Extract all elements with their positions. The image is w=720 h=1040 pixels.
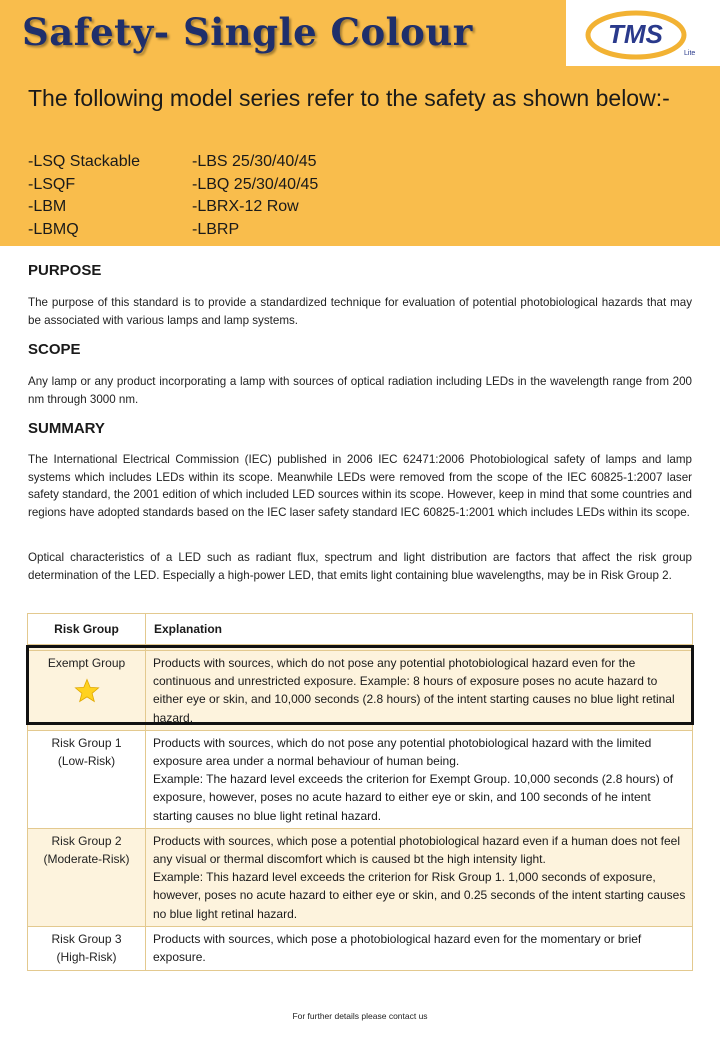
star-icon <box>74 678 100 704</box>
column-header-risk-group: Risk Group <box>28 614 146 645</box>
risk-group-label: Exempt Group <box>47 656 126 670</box>
explanation-cell: Products with sources, which do not pose any potential photobiological hazard even for the continuous and unrestricted exposure. Example: 8 hours of exposure poses no acute hazard to either eye or skin, and 10,000 seconds (2.8 hours) of the intent starting causes no blue light retinal hazard. <box>146 651 693 731</box>
footer-contact: For further details please contact us <box>292 1011 428 1021</box>
risk-group-cell <box>28 651 146 731</box>
risk-group-cell: Risk Group 3 (High-Risk) <box>28 926 146 970</box>
model-item: -LBS 25/30/40/45 <box>192 153 317 170</box>
model-item: -LSQF <box>28 175 76 193</box>
logo-text: TMS <box>608 19 663 49</box>
explanation-cell: Products with sources, which pose a photobiological hazard even for the momentary or brief exposure. <box>146 926 693 970</box>
model-item: -LBRP <box>192 220 240 238</box>
explanation-line: Example: This hazard level exceeds the criterion for Risk Group 1. 1,000 seconds of exposure, however, poses no acute hazard to either eye or skin, and 0.25 seconds of the intent starting causes no blue light retinal hazard. <box>153 870 686 921</box>
explanation-cell <box>146 730 693 828</box>
explanation-line: Example: The hazard level exceeds the criterion for Exempt Group. 10,000 seconds (2.8 hours) of exposure, however, poses no acute hazard to either eye or skin, and 100 seconds of he intent starting causes no blue light retinal hazard. <box>153 772 674 823</box>
header-banner <box>0 0 720 246</box>
model-item: -LBQ 25/30/40/45 <box>192 175 319 193</box>
table-row <box>28 651 693 731</box>
scope-heading: SCOPE <box>28 341 81 358</box>
explanation-cell <box>146 828 693 926</box>
risk-group-table <box>27 613 693 971</box>
model-item: -LBRX-12 Row <box>192 198 299 215</box>
model-item: -LBM <box>28 198 67 215</box>
purpose-text: The purpose of this standard is to provide a standardized technique for evaluation of potential photobiological hazards that may be associated with various lamps and lamp systems. <box>28 296 692 327</box>
company-logo <box>566 0 720 66</box>
intro-text: The following model series refer to the safety as shown below:- <box>28 85 670 111</box>
table-row <box>28 730 693 828</box>
risk-group-cell: Risk Group 1 (Low-Risk) <box>28 730 146 828</box>
logo-icon <box>580 5 700 63</box>
table-header-row <box>28 614 693 645</box>
scope-text: Any lamp or any product incorporating a lamp with sources of optical radiation including LEDs in the wavelength range from 200 nm through 3000 nm. <box>28 375 692 406</box>
page-title: Safety- Single Colour <box>22 10 473 54</box>
risk-group-cell: Risk Group 2 (Moderate-Risk) <box>28 828 146 926</box>
summary-text-1: The International Electrical Commission (IEC) published in 2006 IEC 62471:2006 Photobiological safety of lamps and lamp systems which includes LEDs within its scope. Meanwhile LEDs were removed from the scope of the IEC 60825-1:2007 laser safety standard, the 2001 edition of which included LED sources within its scope. However, keep in mind that some countries and regions have adopted standards based on the IEC laser safety standard IEC 60825-1:2001 which includes LEDs within its scope. <box>28 453 692 519</box>
logo-sub-text: Lite <box>684 50 696 57</box>
summary-text-2: Optical characteristics of a LED such as radiant flux, spectrum and light distribution are factors that affect the risk group determination of the LED. Especially a high-power LED, that emits light containing blue wavelengths, may be in Risk Group 2. <box>28 551 692 582</box>
model-series-list <box>28 151 428 241</box>
table-row <box>28 926 693 970</box>
model-item: -LSQ Stackable <box>28 153 141 170</box>
table-row <box>28 828 693 926</box>
column-header-explanation: Explanation <box>146 614 693 645</box>
summary-heading: SUMMARY <box>28 420 105 437</box>
purpose-heading: PURPOSE <box>28 262 102 279</box>
explanation-line: Products with sources, which pose a potential photobiological hazard even if a human does not feel any visual or thermal discomfort which is caused bt the high intensity light. <box>153 833 680 867</box>
model-item: -LBMQ <box>28 220 79 238</box>
explanation-line: Products with sources, which do not pose any potential photobiological hazard with the limited exposure area under a normal behaviour of human being. <box>153 735 652 769</box>
